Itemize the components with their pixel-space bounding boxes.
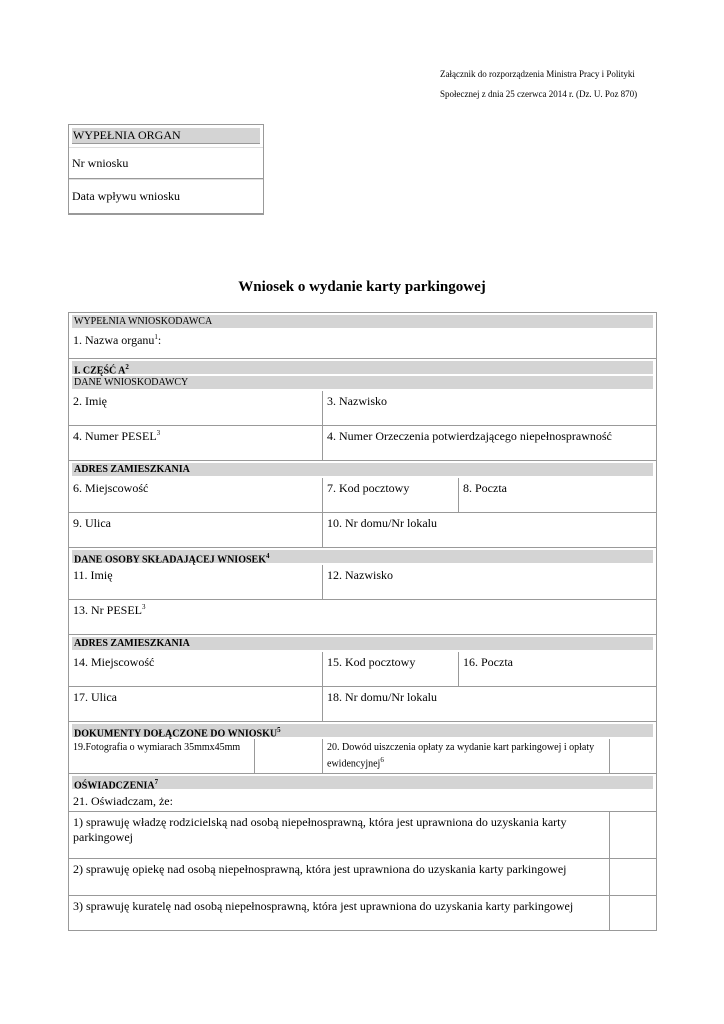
fotografia-checkbox[interactable] xyxy=(255,739,323,773)
section-adres-1: ADRES ZAMIESZKANIA xyxy=(72,463,653,476)
osoba-poczta-field[interactable]: 16. Poczta xyxy=(463,655,513,669)
poczta-field[interactable]: 8. Poczta xyxy=(463,481,507,495)
section-dokumenty xyxy=(72,724,653,740)
orzeczenie-field[interactable]: 4. Numer Orzeczenia potwierdzającego niepełnosprawność xyxy=(327,429,612,443)
nazwisko-field[interactable]: 3. Nazwisko xyxy=(327,394,387,408)
nr-wniosku-field[interactable]: Nr wniosku xyxy=(69,147,263,179)
oplata-checkbox[interactable] xyxy=(610,739,656,773)
section-oswiadczenia-label: OŚWIADCZENIA xyxy=(74,780,155,792)
section-oswiadczenia-sup: 7 xyxy=(154,778,159,786)
ulica-field[interactable]: 9. Ulica xyxy=(69,513,323,547)
pesel-label: 4. Numer PESEL xyxy=(73,429,157,443)
section-dane-osoby xyxy=(72,550,653,566)
organ-box-head: WYPEŁNIA ORGAN xyxy=(72,128,260,144)
osoba-ulica-field[interactable]: 17. Ulica xyxy=(69,687,323,721)
miejscowosc-field[interactable]: 6. Miejscowość xyxy=(69,478,323,512)
oswiadczenie-2-label: 2) sprawuję opiekę nad osobą niepełnosprawną, która jest uprawniona do uzyskania karty parkingowej xyxy=(69,859,610,895)
kod-pocztowy-field[interactable]: 7. Kod pocztowy xyxy=(323,478,459,512)
header-line-2: Społecznej z dnia 25 czerwca 2014 r. (Dz. U. Poz 870) xyxy=(440,89,638,99)
oswiadczam-label: 21. Oświadczam, że: xyxy=(73,794,173,808)
data-wplywu-field[interactable]: Data wpływu wniosku xyxy=(69,179,263,214)
application-form xyxy=(68,312,657,931)
section-czesc-a-sup: 2 xyxy=(125,363,129,371)
organ-name-sup: 1 xyxy=(154,333,158,341)
organ-name-label: 1. Nazwa organu xyxy=(73,333,155,347)
section-dokumenty-sup: 5 xyxy=(277,726,281,734)
section-dane-osoby-sup: 4 xyxy=(265,552,270,560)
section-dane-wnioskodawcy: DANE WNIOSKODAWCY xyxy=(72,376,653,389)
osoba-nr-domu-field[interactable]: 18. Nr domu/Nr lokalu xyxy=(327,690,437,704)
oswiadczenie-3-checkbox[interactable] xyxy=(610,896,656,930)
nr-domu-field[interactable]: 10. Nr domu/Nr lokalu xyxy=(327,516,437,530)
oswiadczenie-1-label: 1) sprawuję władzę rodzicielską nad osobą niepełnosprawną, która jest uprawniona do uzyskania karty parkingowej xyxy=(69,812,610,858)
osoba-kod-pocztowy-field[interactable]: 15. Kod pocztowy xyxy=(323,652,459,686)
section-dane-osoby-label: DANE OSOBY SKŁADAJĄCEJ WNIOSEK xyxy=(74,554,266,566)
osoba-imie-field[interactable]: 11. Imię xyxy=(69,565,323,599)
pesel-sup: 3 xyxy=(156,429,161,437)
section-adres-2: ADRES ZAMIESZKANIA xyxy=(72,637,653,650)
oplata-label-sup: 6 xyxy=(380,756,384,764)
osoba-pesel-field[interactable] xyxy=(69,600,656,634)
oswiadczenie-1-checkbox[interactable] xyxy=(610,812,656,858)
organ-name-field[interactable]: 1. Nazwa organu$^1$: xyxy=(73,333,162,347)
pesel-field[interactable] xyxy=(69,426,323,460)
osoba-pesel-label: 13. Nr PESEL xyxy=(73,603,142,617)
osoba-nazwisko-field[interactable]: 12. Nazwisko xyxy=(327,568,393,582)
section-czesc-a-label: I. CZĘŚĆ A xyxy=(74,365,126,377)
section-czesc-a xyxy=(72,361,653,377)
organ-box xyxy=(68,124,264,215)
osoba-miejscowosc-field[interactable]: 14. Miejscowość xyxy=(69,652,323,686)
page-title: Wniosek o wydanie karty parkingowej xyxy=(238,279,486,295)
oplata-label-text: 20. Dowód uiszczenia opłaty za wydanie kart parkingowej i opłaty ewidencyjnej xyxy=(327,742,595,770)
header-line-1: Załącznik do rozporządzenia Ministra Pracy i Polityki xyxy=(440,69,635,79)
osoba-pesel-sup: 3 xyxy=(142,603,146,611)
oplata-label xyxy=(323,739,610,773)
oswiadczenie-2-checkbox[interactable] xyxy=(610,859,656,895)
imie-field[interactable]: 2. Imię xyxy=(69,391,323,425)
section-wypelnia: WYPEŁNIA WNIOSKODAWCA xyxy=(72,315,653,328)
section-oswiadczenia xyxy=(72,776,653,792)
fotografia-label: 19.Fotografia o wymiarach 35mmx45mm xyxy=(69,739,255,773)
oswiadczenie-3-label: 3) sprawuję kuratelę nad osobą niepełnosprawną, która jest uprawniona do uzyskania karty parkingowej xyxy=(69,896,610,930)
section-dokumenty-label: DOKUMENTY DOŁĄCZONE DO WNIOSKU xyxy=(74,728,278,740)
